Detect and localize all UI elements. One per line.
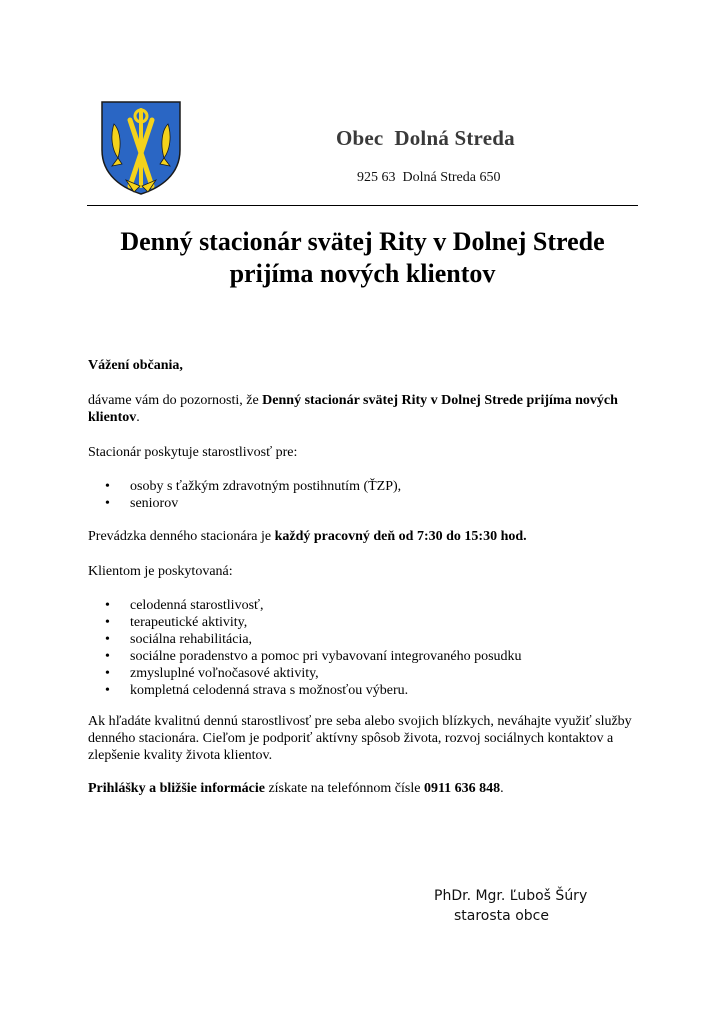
intro-suffix: .: [136, 410, 140, 425]
list-item: • kompletná celodenná strava s možnosťou výberu.: [88, 682, 648, 699]
intro-prefix: dávame vám do pozornosti, že: [88, 393, 263, 408]
title-line-1: Denný stacionár svätej Rity v Dolnej Strede: [120, 227, 605, 256]
contact-bold: Prihlášky a bližšie informácie: [88, 781, 265, 796]
signature-name: PhDr. Mgr. Ľuboš Šúry: [434, 888, 588, 904]
org-name: Obec Dolná Streda: [336, 126, 515, 150]
list-item: • seniorov: [88, 495, 648, 512]
hours-paragraph: [88, 528, 648, 545]
list-item: • osoby s ťažkým zdravotným postihnutím (ŤZP),: [88, 478, 648, 495]
title-line-2: prijíma nových klientov: [229, 259, 496, 288]
header-divider: [87, 205, 638, 206]
signature-role: starosta obce: [454, 908, 549, 924]
list-item: • sociálne poradenstvo a pomoc pri vybavovaní integrovaného posudku: [88, 648, 648, 665]
list-item: • terapeutické aktivity,: [88, 614, 648, 631]
contact-phone: 0911 636 848: [423, 781, 501, 796]
closing-paragraph: Ak hľadáte kvalitnú dennú starostlivosť pre seba alebo svojich blízkych, neváhajte využiť služby denného stacionára. Cieľom je podporiť aktívny spôsob života, rozvoj sociálnych kontaktov a zlepšenie kvality života klientov.: [88, 714, 632, 763]
intro-bold: Denný stacionár svätej Rity v Dolnej Strede prijíma nových klientov: [88, 393, 618, 425]
services-list: [88, 597, 648, 699]
services-heading: Klientom je poskytovaná:: [88, 564, 233, 579]
municipal-coat-of-arms-icon: [100, 100, 182, 196]
greeting: Vážení občania,: [88, 358, 183, 373]
contact-paragraph: [88, 780, 648, 797]
hours-prefix: Prevádzka denného stacionára je: [88, 529, 275, 544]
care-list: [88, 478, 648, 512]
intro-paragraph: [88, 392, 648, 426]
org-address: 925 63 Dolná Streda 650: [357, 170, 501, 185]
care-heading: Stacionár poskytuje starostlivosť pre:: [88, 445, 298, 460]
list-item: • zmysluplné voľnočasové aktivity,: [88, 665, 648, 682]
contact-suffix: .: [500, 781, 504, 796]
signature-block: [434, 886, 587, 926]
contact-middle: získate na telefónnom čísle: [264, 781, 424, 796]
list-item: • sociálna rehabilitácia,: [88, 631, 648, 648]
page-title: [60, 226, 665, 290]
list-item: • celodenná starostlivosť,: [88, 597, 648, 614]
hours-bold: každý pracovný deň od 7:30 do 15:30 hod.: [274, 529, 527, 544]
